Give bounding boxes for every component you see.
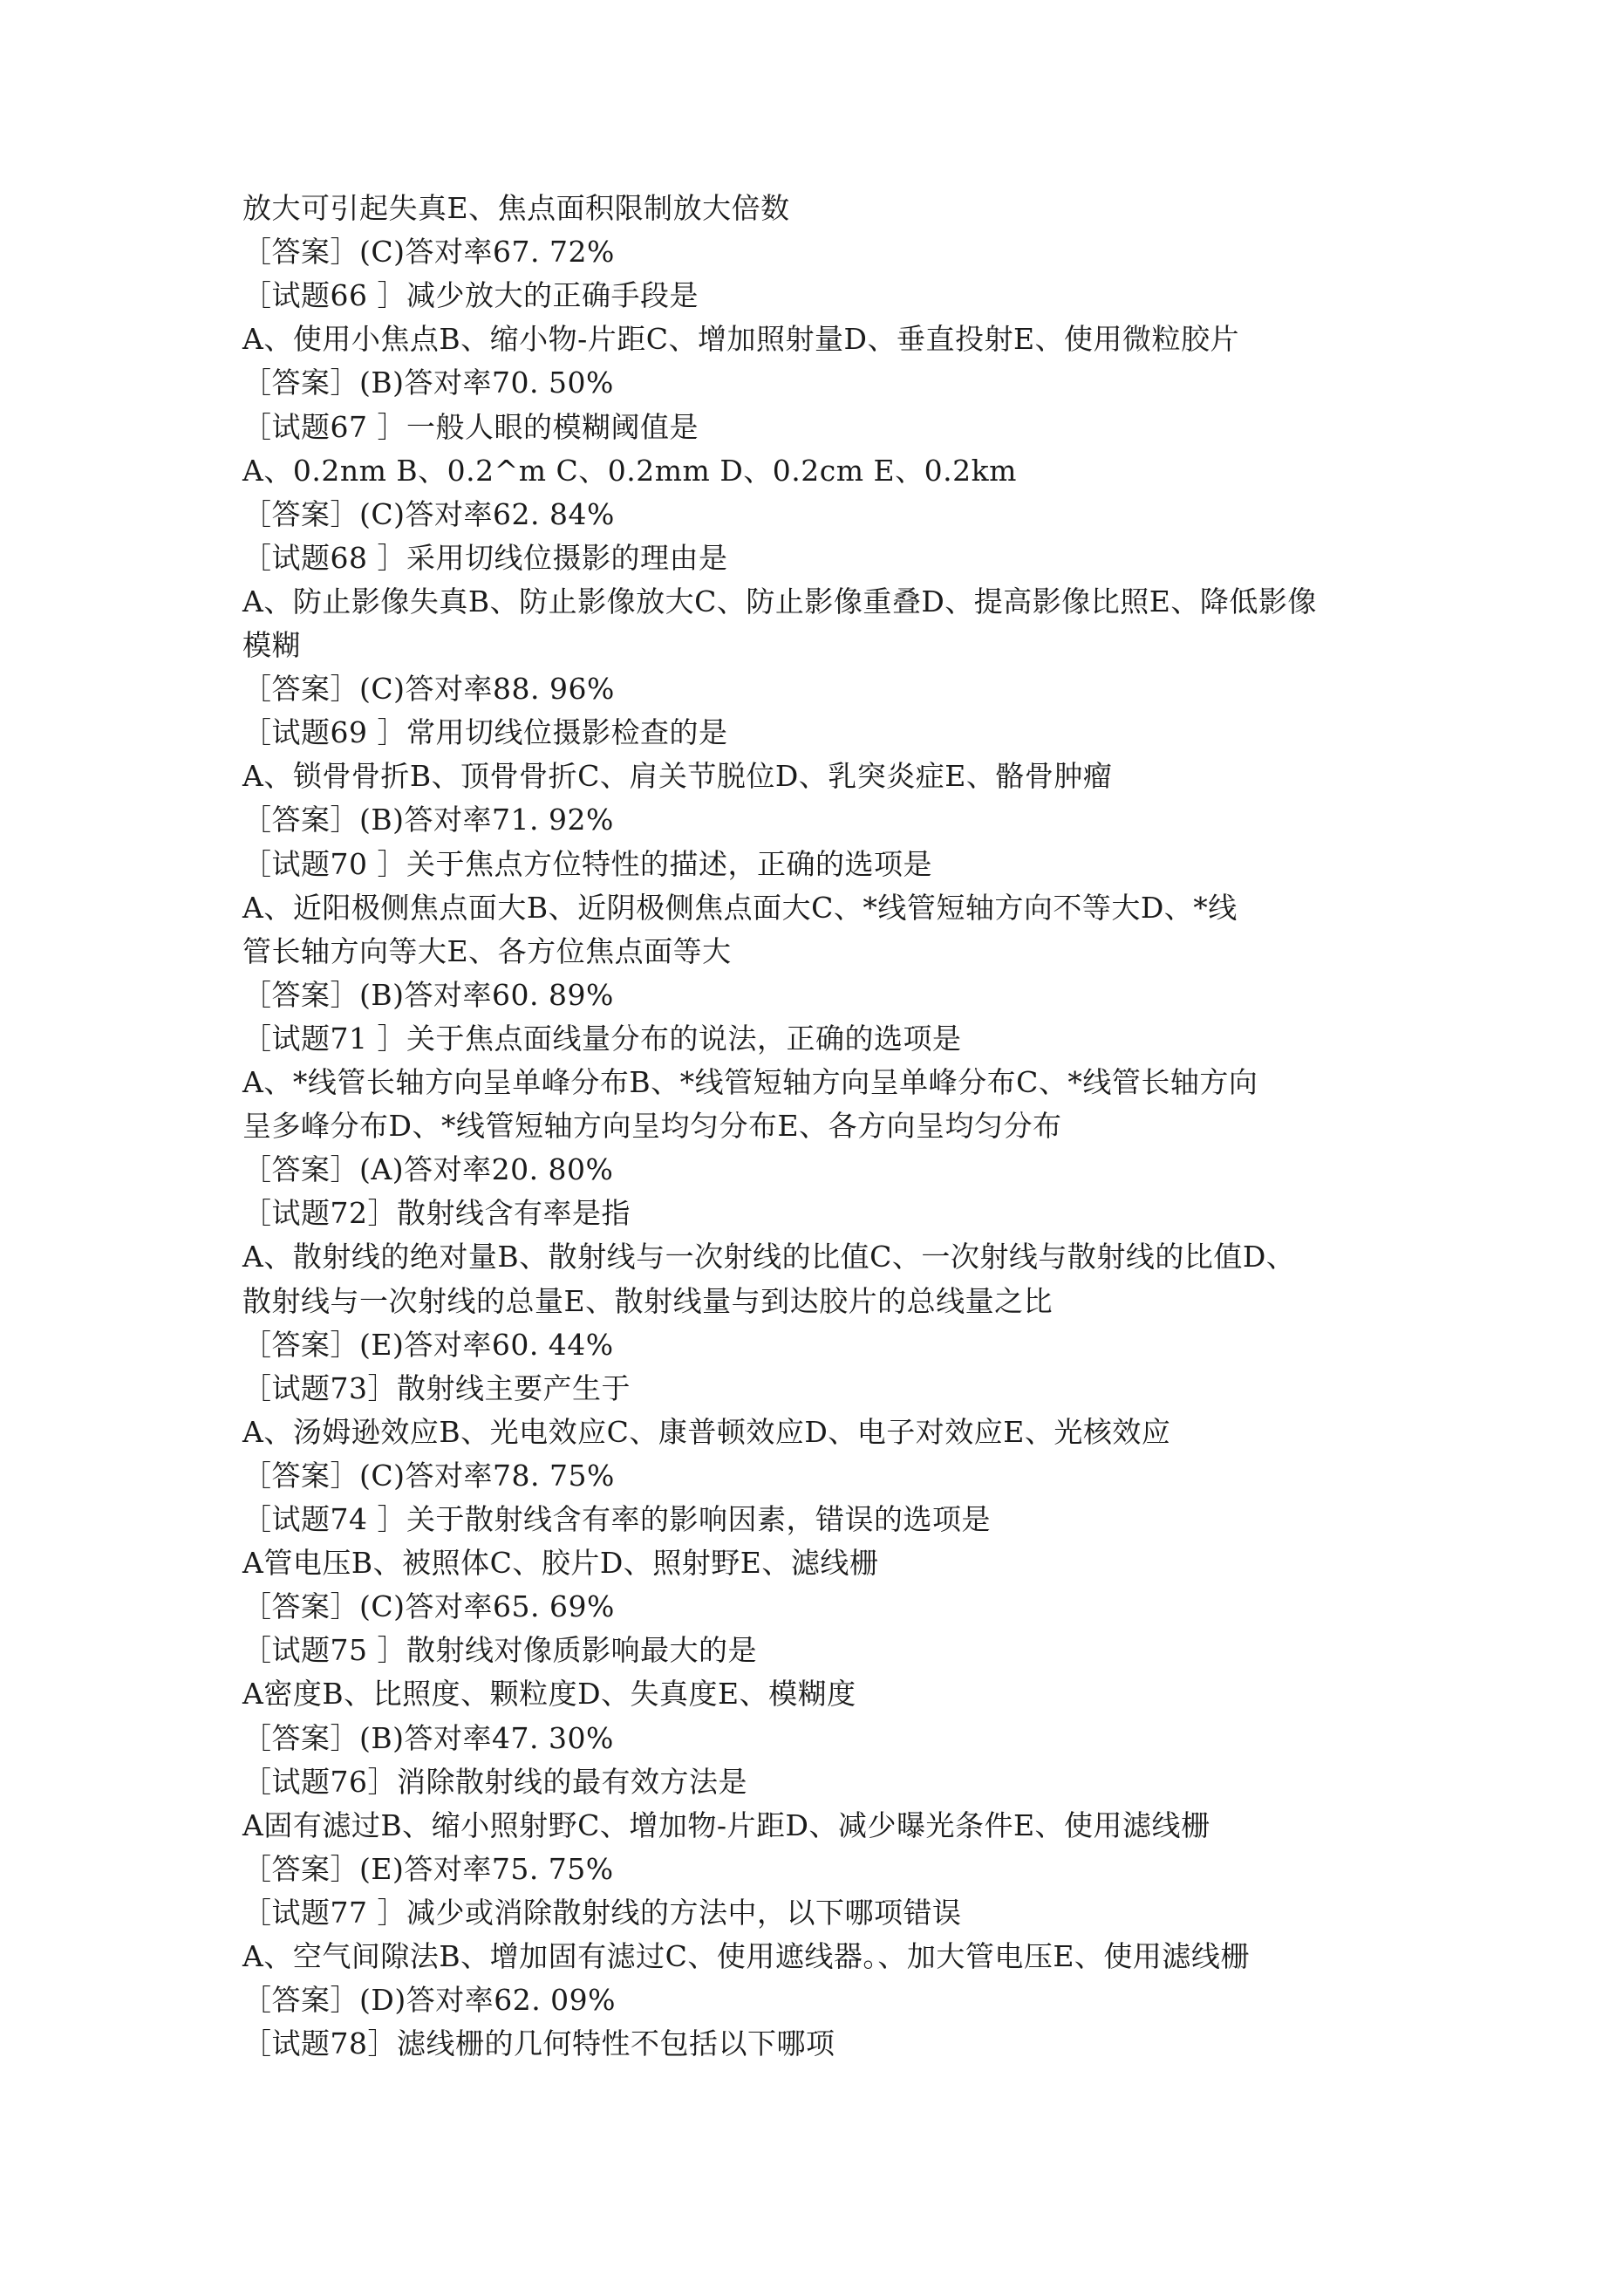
options-line: A、空气间隙法B、增加固有滤过C、使用遮线器。、加大管电压E、使用滤线栅	[242, 1939, 1250, 1973]
options-line: A管电压B、被照体C、胶片D、照射野E、滤线栅	[242, 1546, 879, 1581]
question-line: ［试题75 ］散射线对像质影响最大的是	[242, 1633, 757, 1668]
options-line: A、锁骨骨折B、顶骨骨折C、肩关节脱位D、乳突炎症E、骼骨肿瘤	[242, 759, 1113, 794]
text-line: 管长轴方向等大E、各方位焦点面等大	[242, 933, 732, 968]
question-line: ［试题72］散射线含有率是指	[242, 1196, 631, 1231]
answer-line: ［答案］(C)答对率67. 72%	[242, 235, 615, 270]
options-line: A、防止影像失真B、防止影像放大C、防止影像重叠D、提高影像比照E、降低影像	[242, 584, 1317, 618]
question-line: ［试题77 ］减少或消除散射线的方法中，以下哪项错误	[242, 1895, 962, 1930]
text-line: 放大可引起失真E、焦点面积限制放大倍数	[242, 191, 790, 225]
question-line: ［试题68 ］采用切线位摄影的理由是	[242, 540, 728, 575]
question-line: ［试题78］滤线栅的几何特性不包括以下哪项	[242, 2026, 835, 2061]
options-line: A、使用小焦点B、缩小物-片距C、增加照射量D、垂直投射E、使用微粒胶片	[242, 322, 1240, 357]
text-line: 呈多峰分布D、*线管短轴方向呈均匀分布E、各方向呈均匀分布	[242, 1109, 1062, 1144]
answer-line: ［答案］(C)答对率78. 75%	[242, 1458, 615, 1493]
options-line: A、汤姆逊效应B、光电效应C、康普顿效应D、电子对效应E、光核效应	[242, 1414, 1171, 1449]
question-line: ［试题71 ］关于焦点面线量分布的说法，正确的选项是	[242, 1021, 962, 1056]
question-line: ［试题76］消除散射线的最有效方法是	[242, 1764, 747, 1799]
answer-line: ［答案］(B)答对率70. 50%	[242, 366, 614, 400]
answer-line: ［答案］(A)答对率20. 80%	[242, 1152, 614, 1187]
options-line: A、散射线的绝对量B、散射线与一次射线的比值C、一次射线与散射线的比值D、	[242, 1240, 1296, 1274]
options-line: A密度B、比照度、颗粒度D、失真度E、模糊度	[242, 1677, 856, 1712]
answer-line: ［答案］(B)答对率60. 89%	[242, 977, 614, 1012]
answer-line: ［答案］(B)答对率71. 92%	[242, 803, 614, 837]
question-line: ［试题70 ］关于焦点方位特性的描述，正确的选项是	[242, 846, 932, 881]
options-line: A、*线管长轴方向呈单峰分布B、*线管短轴方向呈单峰分布C、*线管长轴方向	[242, 1065, 1258, 1099]
options-line: A固有滤过B、缩小照射野C、增加物-片距D、减少曝光条件E、使用滤线栅	[242, 1807, 1210, 1842]
answer-line: ［答案］(E)答对率60. 44%	[242, 1327, 614, 1362]
question-line: ［试题67 ］一般人眼的模糊阈值是	[242, 409, 699, 444]
text-line: 散射线与一次射线的总量E、散射线量与到达胶片的总线量之比	[242, 1283, 1054, 1318]
text-line: 模糊	[242, 628, 301, 662]
options-line: A、近阳极侧焦点面大B、近阴极侧焦点面大C、*线管短轴方向不等大D、*线	[242, 890, 1238, 925]
question-line: ［试题69 ］常用切线位摄影检查的是	[242, 715, 728, 750]
answer-line: ［答案］(B)答对率47. 30%	[242, 1720, 614, 1755]
question-line: ［试题66 ］减少放大的正确手段是	[242, 278, 699, 313]
answer-line: ［答案］(C)答对率62. 84%	[242, 496, 615, 531]
options-line: A、0.2nm B、0.2^m C、0.2mm D、0.2cm E、0.2km	[242, 453, 1017, 488]
answer-line: ［答案］(E)答对率75. 75%	[242, 1851, 614, 1886]
question-line: ［试题73］散射线主要产生于	[242, 1370, 631, 1405]
question-line: ［试题74 ］关于散射线含有率的影响因素，错误的选项是	[242, 1502, 991, 1536]
answer-line: ［答案］(C)答对率65. 69%	[242, 1589, 615, 1624]
answer-line: ［答案］(C)答对率88. 96%	[242, 672, 615, 707]
answer-line: ［答案］(D)答对率62. 09%	[242, 1983, 617, 2018]
